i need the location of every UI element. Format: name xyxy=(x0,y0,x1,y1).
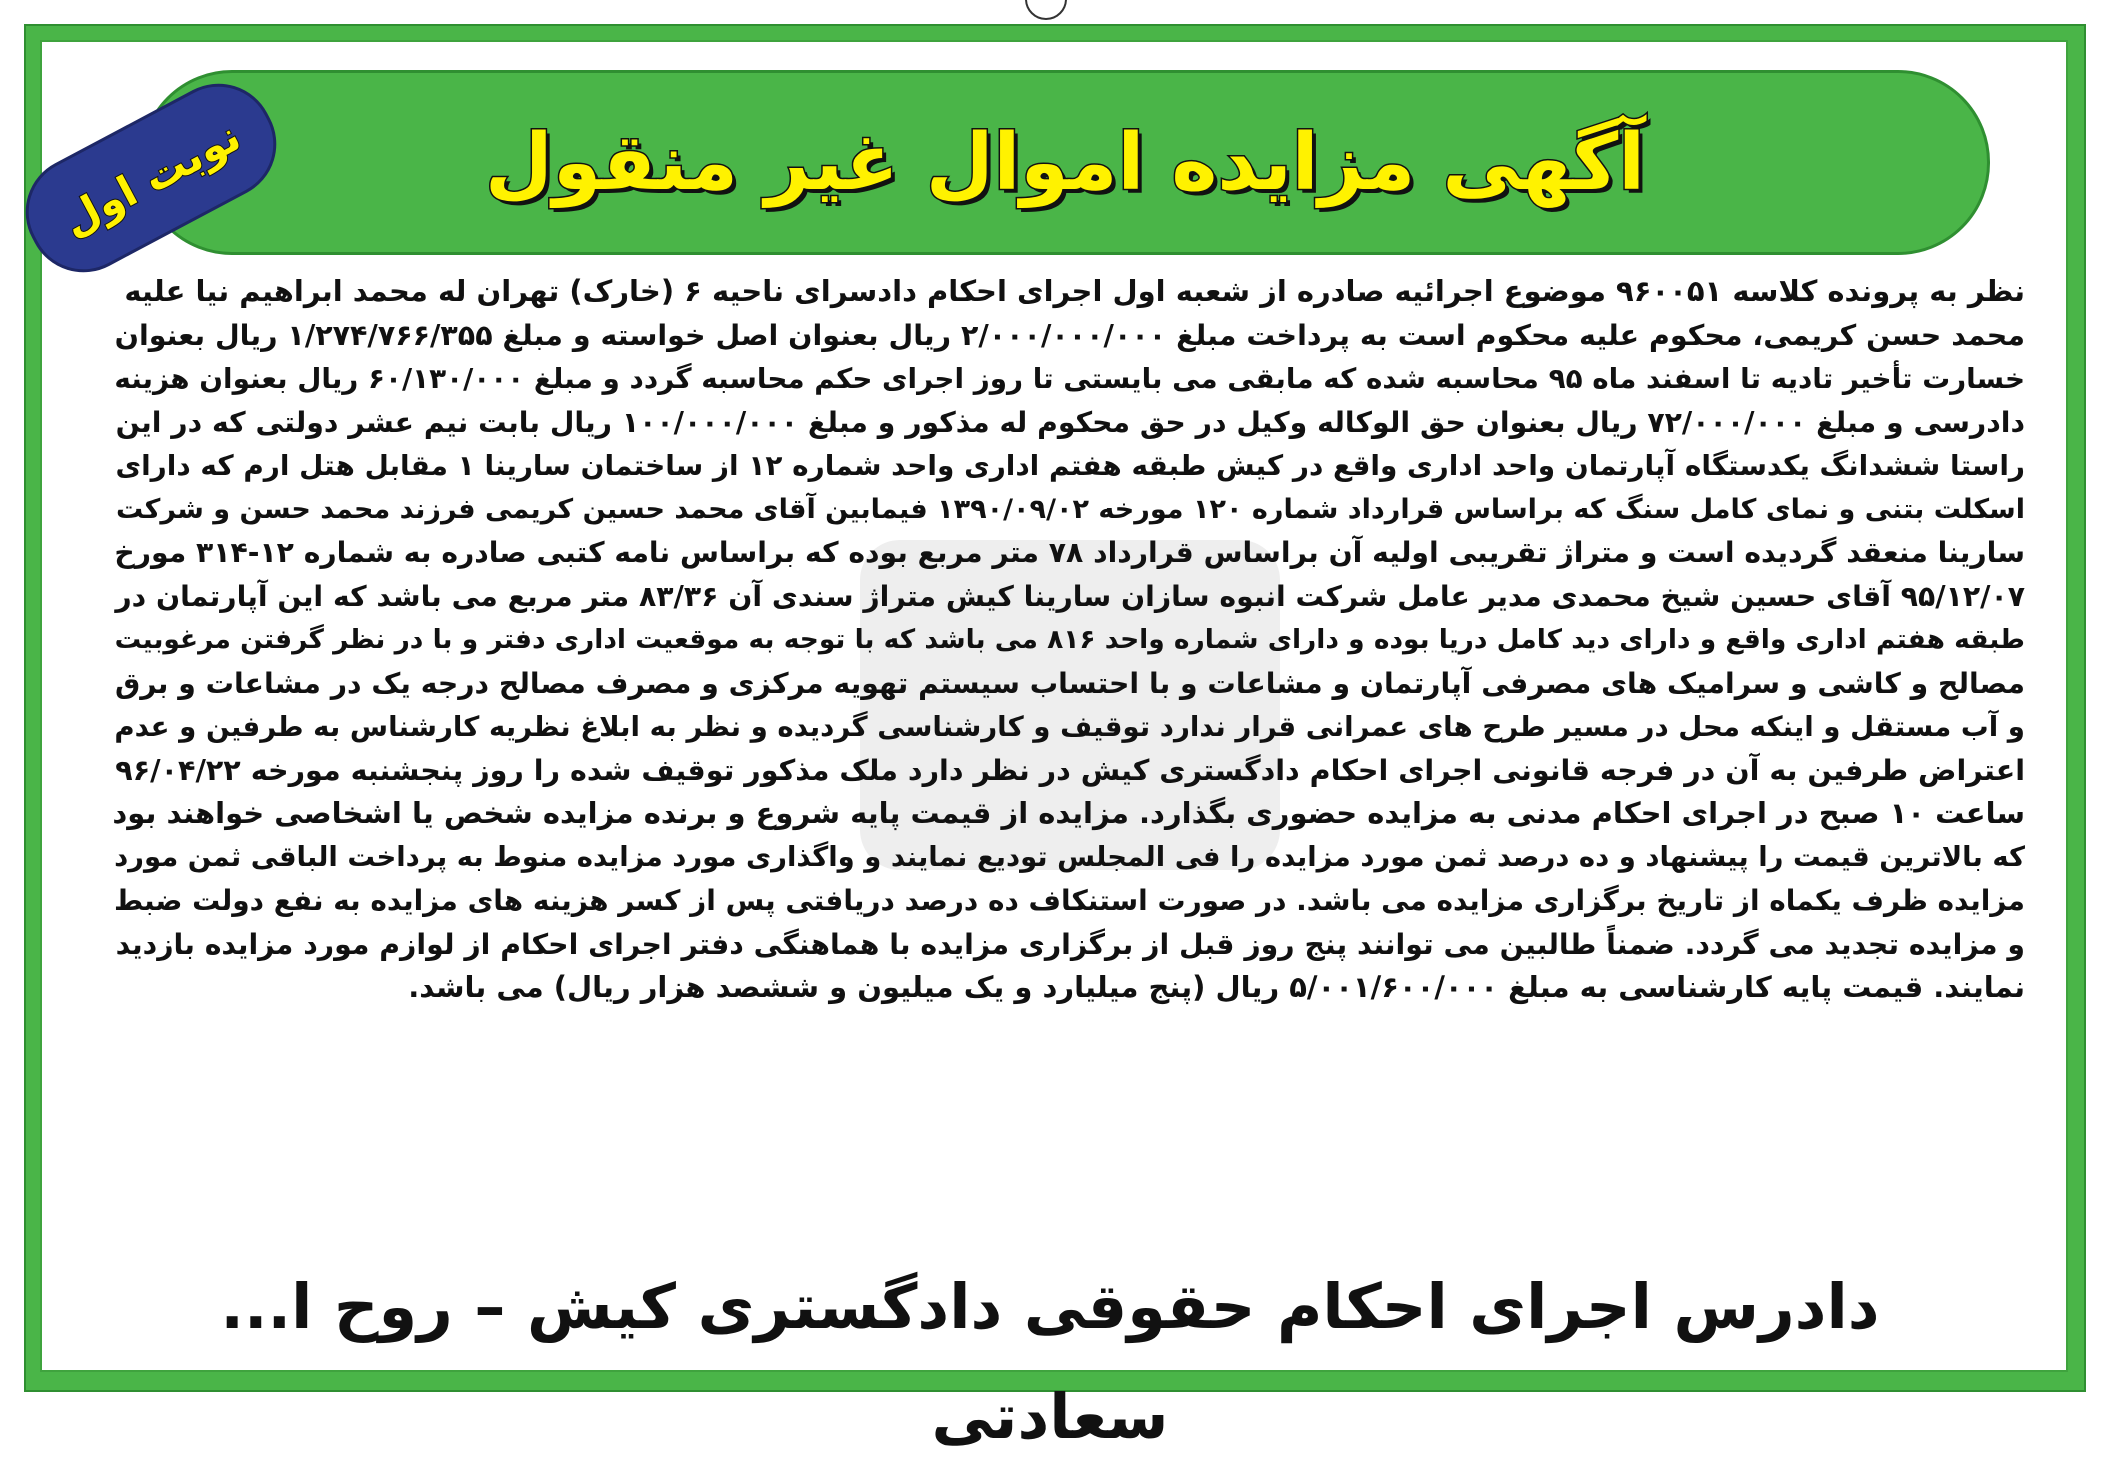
body-line: طبقه هفتم اداری واقع و دارای دید کامل دریا بوده و دارای شماره واحد ۸۱۶ می باشد که با توجه به موقعیت اداری دفتر و با در نظر گرفتن مرغوبیت xyxy=(114,624,2025,655)
top-ring-mark xyxy=(1025,0,1067,20)
body-line: محمد حسن کریمی، محکوم علیه محکوم است به پرداخت مبلغ ۲/۰۰۰/۰۰۰/۰۰۰ ریال بعنوان اصل خواسته و مبلغ ۱/۲۷۴/۷۶۶/۳۵۵ ریال بعنوان xyxy=(114,318,2025,352)
body-line: که بالاترین قیمت را پیشنهاد و ده درصد ثمن مورد مزایده را فی المجلس تودیع نمایند و واگذاری مورد مزایده منوط به پرداخت الباقی ثمن مورد xyxy=(114,841,2025,873)
body-line: مصالح و کاشی و سرامیک های مصرفی آپارتمان و مشاعات و با احتساب سیستم تهویه مرکزی و مصرف مصالح درجه یک در مشاعات و برق xyxy=(114,666,2025,700)
body-line: نمایند. قیمت پایه کارشناسی به مبلغ ۵/۰۰۱/۶۰۰/۰۰۰ ریال (پنج میلیارد و یک میلیون و ششصد هزار ریال) می باشد. xyxy=(408,970,2025,1004)
body-line: سارینا منعقد گردیده است و متراژ تقریبی اولیه آن براساس قرارداد ۷۸ متر مربع بوده که براساس نامه کتبی صادره به شماره ۱۲-۳۱۴ مورخ xyxy=(114,536,2025,569)
body-line: دادرسی و مبلغ ۷۲/۰۰۰/۰۰۰ ریال بعنوان حق الوکاله وکیل در حق محکوم له مذکور و مبلغ ۱۰۰/۰۰۰/۰۰۰ ریال بابت نیم عشر دولتی که در این xyxy=(115,405,2025,439)
body-line: ساعت ۱۰ صبح در اجرای احکام مدنی به مزایده حضوری بگذارد. مزایده از قیمت پایه شروع و برنده مزایده شخص یا اشخاصی خواهند بود xyxy=(112,796,2025,830)
body-line: ۹۵/۱۲/۰۷ آقای حسین شیخ محمدی مدیر عامل شرکت انبوه سازان سارینا کیش متراژ سندی آن ۸۳/۳۶ متر مربع می باشد که این آپارتمان در xyxy=(115,579,2025,613)
body-line: اسکلت بتنی و نمای کامل سنگ که براساس قرارداد شماره ۱۲۰ مورخه ۱۳۹۰/۰۹/۰۲ فیمابین آقای محمد حسین کریمی فرزند محمد حسن و شرکت xyxy=(116,493,2025,525)
body-line: خسارت تأخیر تادیه تا اسفند ماه ۹۵ محاسبه شده که مابقی می بایستی تا روز اجرای حکم محاسبه گردد و مبلغ ۶۰/۱۳۰/۰۰۰ ریال بعنوان هزینه xyxy=(114,362,2025,395)
body-line: راستا ششدانگ یکدستگاه آپارتمان واحد اداری واقع در کیش طبقه هفتم اداری واحد شماره ۱۲ از ساختمان سارینا ۱ مقابل هتل ارم که دارای xyxy=(115,449,2025,482)
round-badge: نوبت اول xyxy=(6,64,295,291)
notice-title: آگهی مزایده اموال غیر منقول xyxy=(485,117,1645,208)
body-line: و مزایده تجدید می گردد. ضمناً طالبین می توانند پنج روز قبل از برگزاری مزایده با هماهنگی دفتر اجرای احکام از لوازم مورد مزایده بازدید xyxy=(115,927,2025,961)
signature: دادرس اجرای احکام حقوقی دادگستری کیش – روح ا... سعادتی xyxy=(220,1270,1880,1453)
body-line: نظر به پرونده کلاسه ۹۶۰۰۵۱ موضوع اجرائیه صادره از شعبه اول اجرای احکام دادسرای ناحیه ۶ (خارک) تهران له محمد ابراهیم نیا علیه xyxy=(124,274,2025,308)
body-line: اعتراض طرفین به آن در فرجه قانونی اجرای احکام دادگستری کیش در نظر دارد ملک مذکور توقیف شده را روز پنجشنبه مورخه ۹۶/۰۴/۲۲ xyxy=(115,752,2025,787)
body-line: و آب مستقل و اینکه محل در مسیر طرح های عمرانی قرار ندارد توقیف و کارشناسی گردیده و نظر به ابلاغ نظریه کارشناس به طرفین و عدم xyxy=(114,710,2025,743)
body-line: مزایده ظرف یکماه از تاریخ برگزاری مزایده می باشد. در صورت استنکاف ده درصد دریافتی پس از کسر هزینه های مزایده به نفع دولت ضبط xyxy=(114,884,2025,917)
notice-body xyxy=(95,270,2025,1010)
